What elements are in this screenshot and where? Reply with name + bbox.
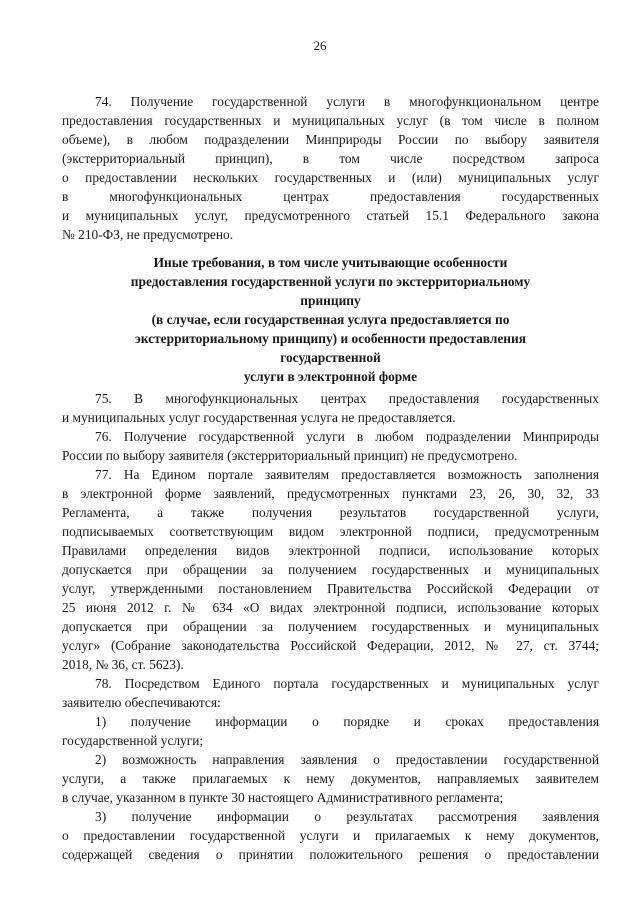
paragraph-78-line: заявителю обеспечиваются:: [62, 695, 221, 710]
list-item-3-line: о предоставлении государственной услуги и прилагаемых к нему документов,: [62, 828, 599, 843]
section-heading-line: государственной: [280, 350, 381, 365]
section-heading-line: экстерриториальному принципу) и особенности предоставления: [134, 331, 526, 346]
section-heading-line: предоставления государственной услуги по экстерриториальному: [130, 274, 531, 289]
list-item-1-line: государственной услуги;: [62, 733, 204, 748]
paragraph-75-line: и муниципальных услуг государственная услуга не предоставляется.: [62, 410, 456, 425]
section-heading-line: принципу: [300, 293, 361, 308]
paragraph-74-line: (экстерриториальный принцип), в том числе посредством запроса: [62, 151, 599, 166]
paragraph-77-line: подписываемых соответствующим видом электронной подписи, предусмотренным: [62, 524, 599, 539]
paragraph-77-line: Правилами определения видов электронной подписи, использование которых: [62, 543, 599, 558]
paragraph-77-line: допускается при обращении за получением государственных и муниципальных: [62, 562, 599, 577]
paragraph-77-line: допускается при обращении за получением государственных и муниципальных: [62, 619, 599, 634]
paragraph-74-line: 74. Получение государственной услуги в многофункциональном центре: [95, 94, 599, 109]
list-item-1-line: 1) получение информации о порядке и сроках предоставления: [95, 714, 599, 729]
list-item-2-line: услуги, а также прилагаемых к нему документов, направляемых заявителем: [62, 771, 599, 786]
section-heading-line: (в случае, если государственная услуга предоставляется по: [151, 312, 510, 327]
list-item-3-line: 3) получение информации о результатах рассмотрения заявления: [95, 809, 599, 824]
paragraph-76-line: России по выбору заявителя (экстерриториальный принцип) не предусмотрено.: [62, 448, 518, 463]
list-item-3-line: содержащей сведения о принятии положительного решения о предоставлении: [62, 847, 599, 862]
list-item-2-line: 2) возможность направления заявления о предоставлении государственной: [95, 752, 599, 767]
paragraph-77-line: услуг» (Собрание законодательства Российской Федерации, 2012, № 27, ст. 3744;: [62, 638, 599, 653]
section-heading-line: Иные требования, в том числе учитывающие особенности: [153, 255, 508, 270]
paragraph-77-line: в электронной форме заявлений, предусмотренных пунктами 23, 26, 30, 32, 33: [62, 486, 599, 501]
paragraph-74-line: о предоставлении нескольких государственных и (или) муниципальных услуг: [62, 170, 599, 185]
paragraph-74-line: № 210-ФЗ, не предусмотрено.: [62, 227, 234, 242]
paragraph-77-line: 2018, № 36, ст. 5623).: [62, 657, 184, 672]
paragraph-74-line: в многофункциональных центрах предоставления государственных: [62, 189, 599, 204]
paragraph-77-line: услуг, утвержденными постановлением Правительства Российской Федерации от: [62, 581, 599, 596]
paragraph-74-line: предоставления государственных и муниципальных услуг (в том числе в полном: [62, 113, 599, 128]
paragraph-77-line: Регламента, а также получения результатов государственной услуги,: [62, 505, 599, 520]
paragraph-74-line: объеме), в любом подразделении Минприроды России по выбору заявителя: [62, 132, 599, 147]
page-number: 26: [313, 38, 327, 53]
paragraph-74-line: и муниципальных услуг, предусмотренного статьей 15.1 Федерального закона: [62, 208, 599, 223]
list-item-2-line: в случае, указанном в пункте 30 настоящего Административного регламента;: [62, 790, 504, 805]
paragraph-78-line: 78. Посредством Единого портала государственных и муниципальных услуг: [95, 676, 599, 691]
paragraph-77-line: 77. На Едином портале заявителям предоставляется возможность заполнения: [95, 467, 599, 482]
paragraph-76-line: 76. Получение государственной услуги в любом подразделении Минприроды: [95, 429, 599, 444]
paragraph-77-line: 25 июня 2012 г. № 634 «О видах электронной подписи, использование которых: [62, 600, 599, 615]
section-heading-line: услуги в электронной форме: [243, 369, 418, 384]
paragraph-75-line: 75. В многофункциональных центрах предоставления государственных: [95, 391, 599, 406]
